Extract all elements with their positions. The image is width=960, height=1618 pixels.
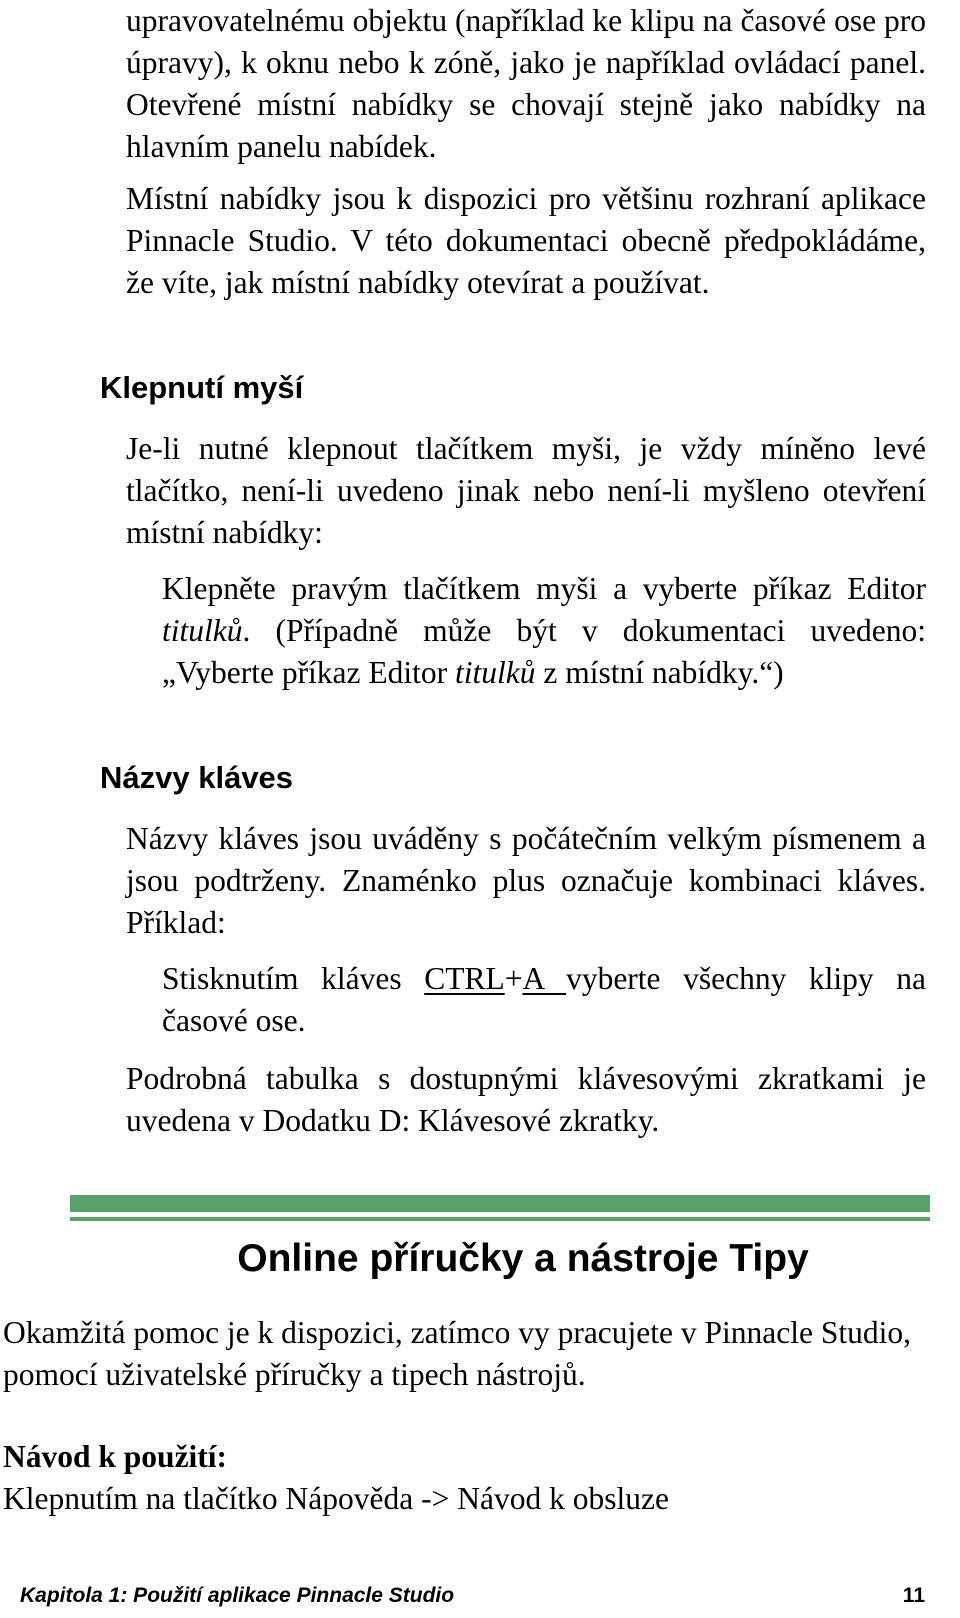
section-divider-thin bbox=[70, 1217, 930, 1221]
footer-page-number: 11 bbox=[902, 1584, 925, 1607]
heading-mouse-click: Klepnutí myší bbox=[100, 370, 304, 405]
example-italic-term: titulků bbox=[455, 655, 536, 690]
paragraph-mouse-click: Je-li nutné klepnout tlačítkem myši, je vždy míněno levé tlačítko, není-li uvedeno jinak nebo není-li myšleno otevření místní nabídky: bbox=[126, 431, 926, 550]
page-footer bbox=[20, 1582, 925, 1610]
paragraph-appendix-reference: Podrobná tabulka s dostupnými klávesovými zkratkami je uvedena v Dodatku D: Klávesové zkratky. bbox=[126, 1061, 926, 1138]
paragraph-online-help: Okamžitá pomoc je k dispozici, zatímco vy pracujete v Pinnacle Studio, pomocí uživatelské příručky a tipech nástrojů. bbox=[3, 1315, 911, 1392]
section-title: Online příručky a nástroje Tipy bbox=[237, 1237, 809, 1280]
example-text: z místní nabídky.“) bbox=[535, 655, 784, 690]
key-ctrl: CTRL bbox=[424, 961, 505, 996]
key-a: A bbox=[522, 961, 567, 996]
example-text: Stisknutím kláves bbox=[162, 961, 425, 996]
example-text: vyberte všechny klipy na časové ose. bbox=[162, 961, 926, 1038]
example-italic-term: titulků bbox=[162, 613, 243, 648]
example-shortcut bbox=[162, 958, 926, 1042]
example-text: Klepněte pravým tlačítkem myši a vyberte příkaz Editor bbox=[162, 571, 926, 606]
subheading-user-guide: Návod k použití: bbox=[3, 1439, 228, 1474]
paragraph-user-guide-instruction: Klepnutím na tlačítko Nápověda -> Návod k obsluze bbox=[3, 1481, 669, 1516]
section-divider-thick bbox=[70, 1195, 930, 1212]
example-text: . (Případně může být v dokumentaci uvedeno: „Vyberte příkaz Editor bbox=[162, 613, 926, 690]
paragraph-context-menu-targets: upravovatelnému objektu (například ke klipu na časové ose pro úpravy), k oknu nebo k zóně, jako je například ovládací panel. Otevřené místní nabídky se chovají stejně jako nabídky na hlavním panelu nabídek. bbox=[126, 3, 926, 164]
paragraph-context-menu-availability: Místní nabídky jsou k dispozici pro většinu rozhraní aplikace Pinnacle Studio. V této dokumentaci obecně předpokládáme, že víte, jak místní nabídky otevírat a používat. bbox=[126, 181, 926, 300]
key-plus: + bbox=[504, 961, 523, 996]
paragraph-key-names: Názvy kláves jsou uváděny s počátečním velkým písmenem a jsou podtrženy. Znaménko plus označuje kombinaci kláves. Příklad: bbox=[126, 821, 926, 940]
footer-chapter: Kapitola 1: Použití aplikace Pinnacle Studio bbox=[20, 1584, 455, 1607]
example-right-click bbox=[162, 568, 926, 694]
heading-key-names: Názvy kláves bbox=[100, 760, 294, 795]
